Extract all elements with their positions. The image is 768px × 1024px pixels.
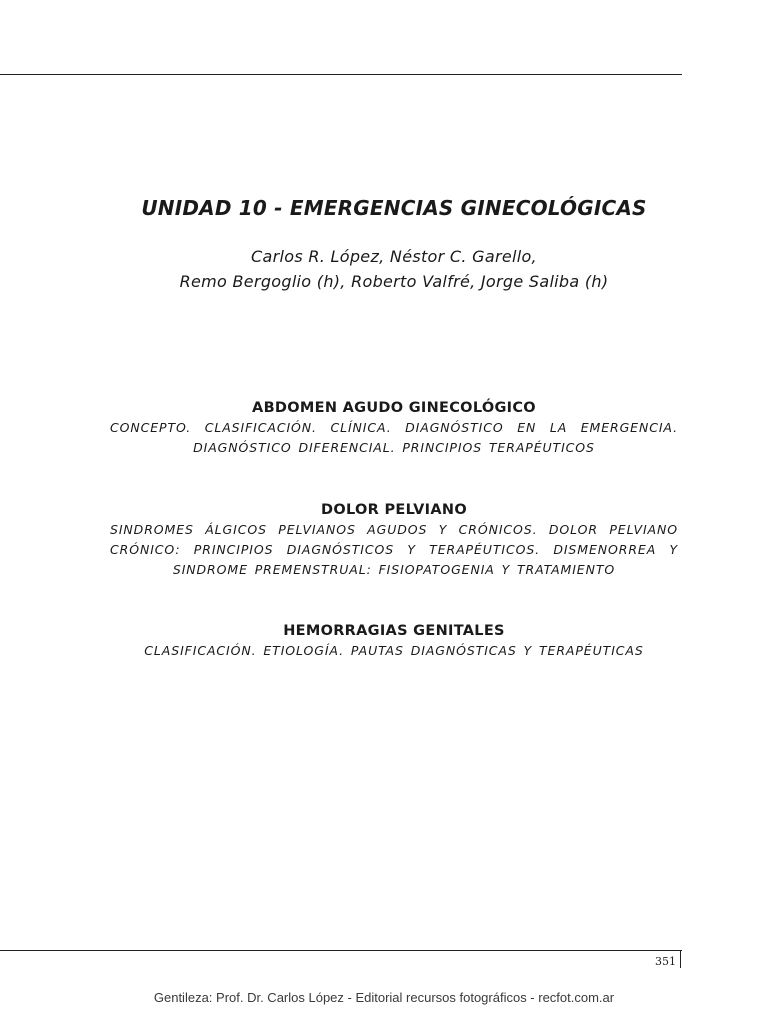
page-number: 351 bbox=[655, 955, 676, 968]
bottom-divider bbox=[0, 950, 682, 951]
authors-line-2: Remo Bergoglio (h), Roberto Valfré, Jorge Saliba (h) bbox=[179, 272, 609, 291]
section-heading: DOLOR PELVIANO bbox=[321, 502, 467, 518]
section-description: SINDROMES ÁLGICOS PELVIANOS AGUDOS Y CRÓNICOS. DOLOR PELVIANO CRÓNICO: PRINCIPIOS DIAGNÓSTICOS Y TERAPÉUTICOS. DISMENORREA Y SINDROME PREMENSTRUAL: FISIOPATOGENIA Y TRATAMIENTO bbox=[110, 522, 678, 577]
authors-block bbox=[0, 244, 768, 294]
authors-line-1: Carlos R. López, Néstor C. Garello, bbox=[251, 247, 537, 266]
section-dolor-pelviano bbox=[110, 500, 678, 580]
page-number-tick bbox=[680, 950, 681, 968]
section-heading: HEMORRAGIAS GENITALES bbox=[283, 623, 505, 639]
section-abdomen-agudo bbox=[110, 398, 678, 458]
section-description: CLASIFICACIÓN. ETIOLOGÍA. PAUTAS DIAGNÓSTICAS Y TERAPÉUTICAS bbox=[144, 643, 644, 658]
credit-footer: Gentileza: Prof. Dr. Carlos López - Editorial recursos fotográficos - recfot.com.ar bbox=[153, 990, 615, 1005]
section-description: CONCEPTO. CLASIFICACIÓN. CLÍNICA. DIAGNÓSTICO EN LA EMERGENCIA. DIAGNÓSTICO DIFERENCIAL. PRINCIPIOS TERAPÉUTICOS bbox=[110, 420, 678, 455]
top-divider bbox=[0, 74, 682, 75]
unit-title: UNIDAD 10 - EMERGENCIAS GINECOLÓGICAS bbox=[141, 196, 647, 220]
section-heading: ABDOMEN AGUDO GINECOLÓGICO bbox=[252, 400, 536, 416]
section-hemorragias-genitales bbox=[110, 621, 678, 661]
